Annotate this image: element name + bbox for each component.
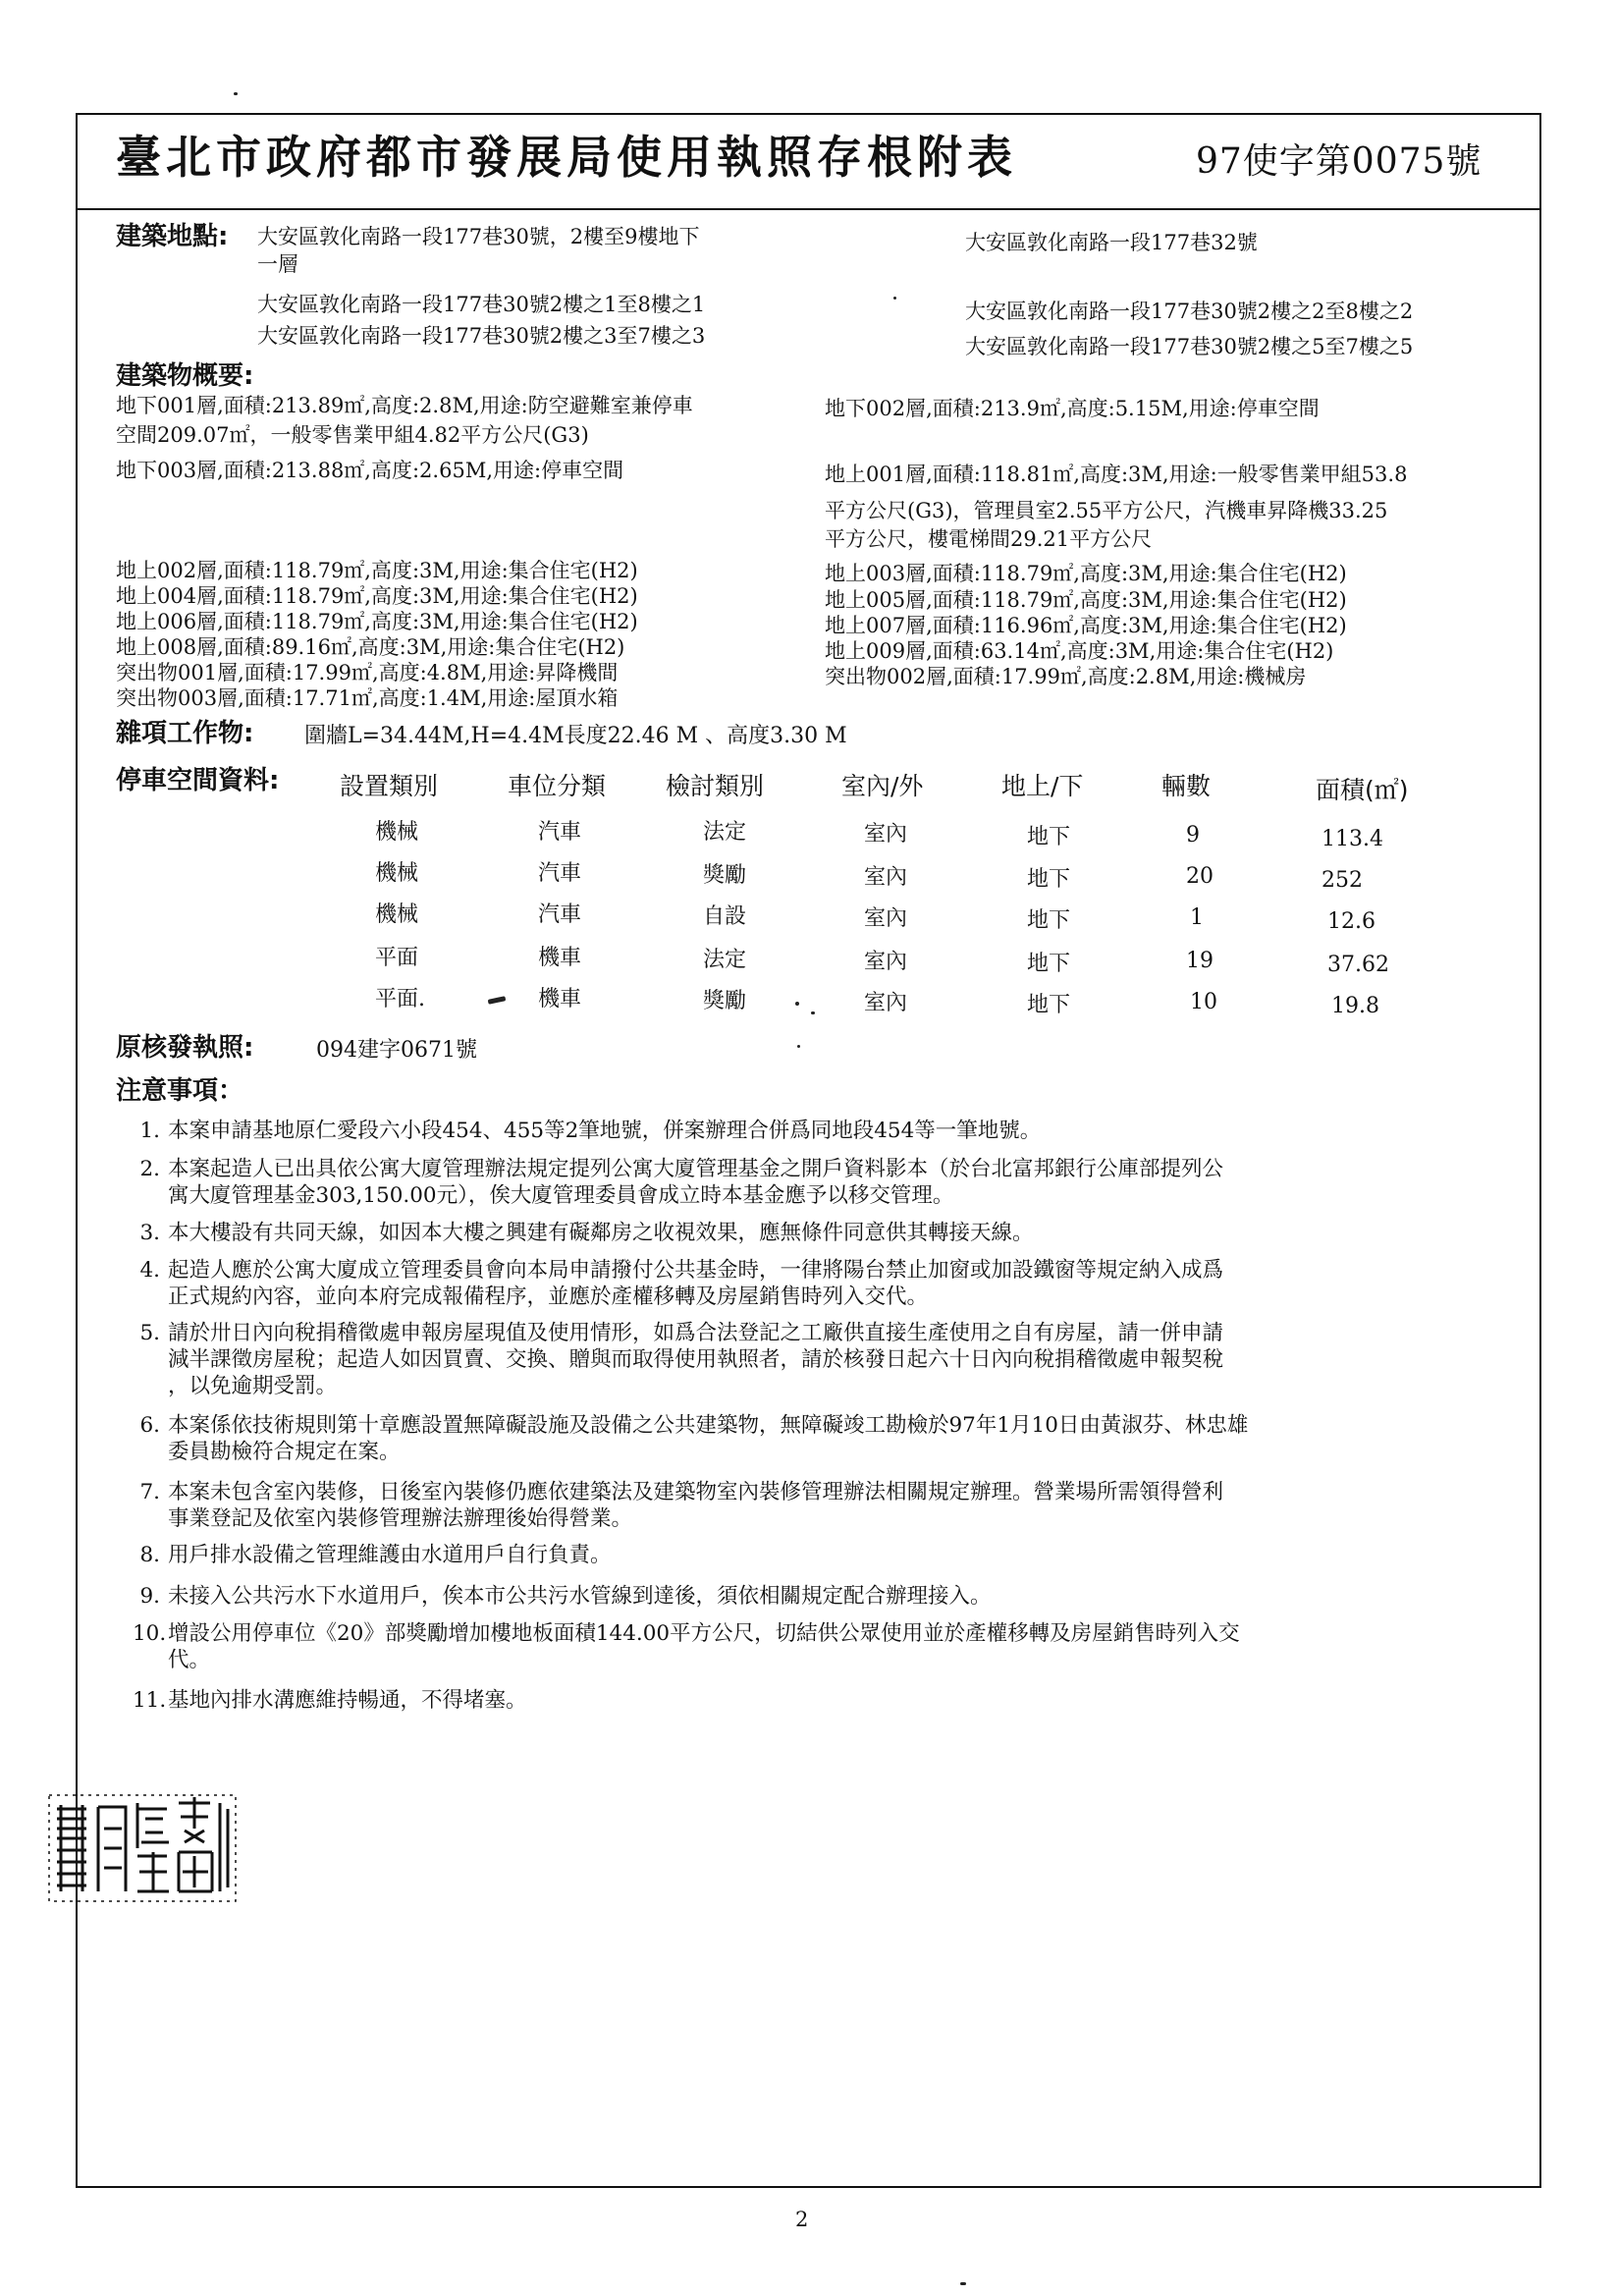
site-address: 大安區敦化南路一段177巷30號2樓之3至7樓之3 bbox=[257, 324, 706, 348]
parking-header: 輛數 bbox=[1161, 772, 1212, 800]
parking-cell: 機械 bbox=[375, 820, 419, 845]
note-line: 本案係依技術規則第十章應設置無障礙設施及設備之公共建築物，無障礙竣工勘檢於97年1月10日由黃淑芬、林忠雄 bbox=[168, 1413, 1249, 1438]
floor-entry: 突出物001層,面積:17.99㎡,高度:4.8M,用途:昇降機間 bbox=[116, 661, 619, 684]
parking-header: 室內/外 bbox=[841, 772, 924, 800]
note-line: ，以免逾期受罰。 bbox=[168, 1374, 338, 1398]
note-item bbox=[133, 1412, 1532, 1465]
note-item bbox=[133, 1542, 1532, 1568]
note-number: 3. bbox=[139, 1221, 160, 1245]
parking-cell: 19.8 bbox=[1331, 994, 1379, 1018]
parking-cell: 自設 bbox=[703, 904, 747, 929]
parking-cell: 室內 bbox=[864, 906, 908, 931]
note-line: 未接入公共污水下水道用戶，俟本市公共污水管線到達後，須依相關規定配合辦理接入。 bbox=[168, 1584, 992, 1609]
site-address: 大安區敦化南路一段177巷32號 bbox=[965, 231, 1258, 254]
scan-mark bbox=[797, 1045, 800, 1048]
note-line: 正式規約內容，並向本府完成報備程序，並應於產權移轉及房屋銷售時列入交代。 bbox=[168, 1285, 929, 1309]
note-line: 基地內排水溝應維持暢通，不得堵塞。 bbox=[168, 1688, 527, 1713]
parking-cell: 機車 bbox=[538, 946, 582, 970]
parking-cell: 室內 bbox=[864, 950, 908, 974]
scan-mark bbox=[811, 1011, 815, 1014]
note-number: 10. bbox=[133, 1621, 167, 1646]
note-item bbox=[133, 1220, 1532, 1246]
site-address: 大安區敦化南路一段177巷30號2樓之1至8樓之1 bbox=[257, 293, 706, 316]
scan-mark bbox=[893, 297, 896, 300]
parking-cell: 10 bbox=[1190, 990, 1217, 1014]
parking-cell: 地下 bbox=[1027, 952, 1071, 976]
floor-entry: 突出物003層,面積:17.71㎡,高度:1.4M,用途:屋頂水箱 bbox=[116, 686, 619, 710]
note-number: 2. bbox=[139, 1157, 160, 1181]
note-number: 6. bbox=[139, 1413, 160, 1438]
floor-entry: 空間209.07㎡，一般零售業甲組4.82平方公尺(G3) bbox=[116, 423, 589, 447]
site-address: 大安區敦化南路一段177巷30號2樓之5至7樓之5 bbox=[965, 335, 1414, 358]
parking-cell: 室內 bbox=[864, 822, 908, 847]
note-line: 起造人應於公寓大廈成立管理委員會向本局申請撥付公共基金時，一律將陽台禁止加窗或加設鐵窗等規定納入成爲 bbox=[168, 1258, 1224, 1283]
site-address: 大安區敦化南路一段177巷30號，2樓至9樓地下 bbox=[257, 225, 700, 248]
note-item bbox=[133, 1479, 1532, 1532]
floor-entry: 地上003層,面積:118.79㎡,高度:3M,用途:集合住宅(H2) bbox=[825, 562, 1347, 585]
note-line: 請於卅日內向稅捐稽徵處申報房屋現值及使用情形，如爲合法登記之工廠供直接生產使用之自有房屋，請一併申請 bbox=[168, 1321, 1224, 1345]
page-title: 臺北市政府都市發展局使用執照存根附表 bbox=[116, 131, 1017, 184]
official-seal-stamp bbox=[47, 1789, 243, 1907]
parking-cell: 機械 bbox=[375, 861, 419, 886]
parking-cell: 19 bbox=[1186, 949, 1214, 973]
misc-value: 圍牆L=34.44M,H=4.4M長度22.46 M 、高度3.30 M bbox=[304, 724, 847, 748]
note-number: 11. bbox=[133, 1688, 167, 1713]
site-address: 一層 bbox=[257, 252, 298, 276]
parking-label: 停車空間資料: bbox=[116, 766, 280, 795]
floor-entry: 地上005層,面積:118.79㎡,高度:3M,用途:集合住宅(H2) bbox=[825, 588, 1347, 612]
parking-cell: 1 bbox=[1190, 905, 1204, 930]
note-number: 7. bbox=[139, 1480, 160, 1504]
scan-mark bbox=[795, 1002, 799, 1006]
floor-entry: 地上006層,面積:118.79㎡,高度:3M,用途:集合住宅(H2) bbox=[116, 610, 638, 633]
floor-entry: 地上009層,面積:63.14㎡,高度:3M,用途:集合住宅(H2) bbox=[825, 639, 1334, 663]
note-line: 代。 bbox=[168, 1648, 211, 1672]
note-line: 本案申請基地原仁愛段六小段454、455等2筆地號，併案辦理合併爲同地段454等一筆地號。 bbox=[168, 1119, 1042, 1143]
floor-entry: 地上004層,面積:118.79㎡,高度:3M,用途:集合住宅(H2) bbox=[116, 584, 638, 608]
note-item bbox=[133, 1118, 1532, 1144]
original-permit-value: 094建字0671號 bbox=[316, 1038, 477, 1063]
building-label: 建築物概要: bbox=[116, 361, 254, 391]
note-item bbox=[133, 1620, 1532, 1673]
note-line: 本大樓設有共同天線，如因本大樓之興建有礙鄰房之收視效果，應無條件同意供其轉接天線。 bbox=[168, 1221, 1034, 1245]
parking-cell: 地下 bbox=[1027, 825, 1071, 849]
parking-cell: 20 bbox=[1186, 864, 1214, 889]
parking-cell: 機車 bbox=[538, 987, 582, 1011]
header-divider bbox=[76, 208, 1541, 210]
note-line: 寓大廈管理基金303,150.00元），俟大廈管理委員會成立時本基金應予以移交管理。 bbox=[168, 1183, 954, 1208]
parking-header: 面積(㎡) bbox=[1316, 776, 1409, 804]
note-item bbox=[133, 1156, 1532, 1209]
parking-cell: 37.62 bbox=[1327, 953, 1389, 977]
misc-label: 雜項工作物: bbox=[116, 719, 254, 748]
permit-number: 97使字第0075號 bbox=[1196, 141, 1483, 182]
parking-cell: 汽車 bbox=[538, 902, 582, 927]
parking-cell: 地下 bbox=[1027, 993, 1071, 1017]
floor-entry: 地上002層,面積:118.79㎡,高度:3M,用途:集合住宅(H2) bbox=[116, 559, 638, 582]
parking-cell: 獎勵 bbox=[703, 863, 747, 888]
scan-mark bbox=[234, 92, 238, 95]
parking-header: 檢討類別 bbox=[666, 772, 765, 800]
floor-entry: 地上007層,面積:116.96㎡,高度:3M,用途:集合住宅(H2) bbox=[825, 614, 1347, 637]
notes-label: 注意事項： bbox=[116, 1076, 244, 1106]
parking-cell: 法定 bbox=[703, 948, 747, 972]
note-number: 4. bbox=[139, 1258, 160, 1283]
parking-cell: 平面 bbox=[375, 946, 419, 970]
parking-cell: 平面. bbox=[375, 987, 425, 1011]
site-address: 大安區敦化南路一段177巷30號2樓之2至8樓之2 bbox=[965, 300, 1414, 323]
page-number: 2 bbox=[795, 2208, 809, 2231]
original-permit-label: 原核發執照: bbox=[116, 1033, 254, 1063]
note-line: 本案未包含室內裝修，日後室內裝修仍應依建築法及建築物室內裝修管理辦法相關規定辦理。營業場所需領得營利 bbox=[168, 1480, 1224, 1504]
floor-entry: 地下002層,面積:213.9㎡,高度:5.15M,用途:停車空間 bbox=[825, 397, 1320, 420]
parking-header: 車位分類 bbox=[508, 772, 607, 800]
parking-header: 設置類別 bbox=[340, 772, 439, 800]
note-line: 減半課徵房屋稅；起造人如因買賣、交換、贈與而取得使用執照者，請於核發日起六十日內向稅捐稽徵處申報契稅 bbox=[168, 1347, 1224, 1372]
note-item bbox=[133, 1687, 1532, 1714]
parking-cell: 獎勵 bbox=[703, 989, 747, 1013]
parking-cell: 室內 bbox=[864, 991, 908, 1015]
note-line: 增設公用停車位《20》部獎勵增加樓地板面積144.00平方公尺，切結供公眾使用並於產權移轉及房屋銷售時列入交 bbox=[168, 1621, 1240, 1646]
parking-cell: 9 bbox=[1186, 823, 1200, 847]
parking-cell: 252 bbox=[1321, 868, 1363, 893]
parking-cell: 法定 bbox=[703, 820, 747, 845]
parking-cell: 113.4 bbox=[1321, 827, 1383, 851]
note-line: 事業登記及依室內裝修管理辦法辦理後始得營業。 bbox=[168, 1506, 633, 1531]
floor-entry: 地上008層,面積:89.16㎡,高度:3M,用途:集合住宅(H2) bbox=[116, 635, 625, 659]
floor-entry: 地下001層,面積:213.89㎡,高度:2.8M,用途:防空避難室兼停車 bbox=[116, 394, 693, 417]
floor-entry: 地上001層,面積:118.81㎡,高度:3M,用途:一般零售業甲組53.8 bbox=[825, 463, 1408, 486]
note-line: 本案起造人已出具依公寓大廈管理辦法規定提列公寓大廈管理基金之開戶資料影本（於台北富邦銀行公庫部提列公 bbox=[168, 1157, 1224, 1181]
parking-cell: 汽車 bbox=[538, 861, 582, 886]
note-line: 委員勘檢符合規定在案。 bbox=[168, 1440, 401, 1464]
note-item bbox=[133, 1583, 1532, 1610]
site-label: 建築地點: bbox=[116, 222, 229, 251]
floor-entry: 地下003層,面積:213.88㎡,高度:2.65M,用途:停車空間 bbox=[116, 459, 624, 482]
parking-cell: 地下 bbox=[1027, 908, 1071, 933]
note-item bbox=[133, 1257, 1532, 1310]
parking-header: 地上/下 bbox=[1001, 772, 1084, 800]
floor-entry: 突出物002層,面積:17.99㎡,高度:2.8M,用途:機械房 bbox=[825, 665, 1307, 688]
floor-entry: 平方公尺(G3)，管理員室2.55平方公尺，汽機車昇降機33.25 bbox=[825, 499, 1388, 522]
note-number: 1. bbox=[139, 1119, 160, 1143]
note-item bbox=[133, 1320, 1532, 1399]
parking-cell: 12.6 bbox=[1327, 909, 1375, 934]
parking-cell: 機械 bbox=[375, 902, 419, 927]
floor-entry: 平方公尺，樓電梯間29.21平方公尺 bbox=[825, 527, 1153, 551]
parking-cell: 汽車 bbox=[538, 820, 582, 845]
scan-mark bbox=[960, 2282, 966, 2285]
note-line: 用戶排水設備之管理維護由水道用戶自行負責。 bbox=[168, 1543, 612, 1567]
parking-cell: 室內 bbox=[864, 865, 908, 890]
note-number: 9. bbox=[139, 1584, 160, 1609]
note-number: 5. bbox=[139, 1321, 160, 1345]
note-number: 8. bbox=[139, 1543, 160, 1567]
parking-cell: 地下 bbox=[1027, 867, 1071, 892]
